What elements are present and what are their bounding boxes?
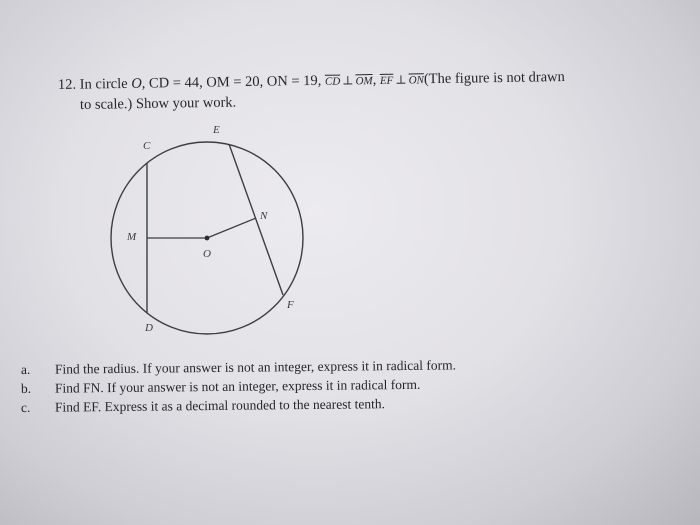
- segment-on: $\overline{ON}$: [408, 74, 425, 87]
- label-o: O: [203, 248, 211, 260]
- question-text: Find the radius. If your answer is not an integer, express it in radical form.: [54, 357, 457, 377]
- perpendicular-symbol-2: ⊥: [395, 72, 407, 87]
- problem-givens: , CD = 44, OM = 20, ON = 19,: [141, 72, 326, 92]
- question-letter: a.: [20, 361, 31, 377]
- label-d: D: [145, 322, 153, 334]
- label-n: N: [260, 210, 268, 222]
- question-letter: b.: [20, 380, 32, 396]
- figure-note-part2: to scale.) Show your work.: [79, 94, 237, 113]
- separator-comma: ,: [372, 72, 377, 89]
- label-m: M: [127, 231, 137, 243]
- segment-on-line: [207, 218, 256, 238]
- center-point: [205, 236, 210, 241]
- problem-number: 12.: [57, 76, 77, 93]
- problem-intro: In circle: [79, 75, 128, 93]
- figure-note-part1: (The figure is not drawn: [423, 69, 565, 88]
- chord-ef: [229, 144, 283, 295]
- circle-name: O: [131, 75, 142, 92]
- segment-cd: $\overline{CD}$: [324, 75, 341, 88]
- segment-ef: $\overline{EF}$: [379, 74, 394, 87]
- question-text: Find EF. Express it as a decimal rounded to the nearest tenth.: [54, 396, 386, 415]
- question-text: Find FN. If your answer is not an integer, express it in radical form.: [54, 376, 421, 396]
- segment-om: $\overline{OM}$: [355, 75, 373, 88]
- label-f: F: [287, 299, 294, 311]
- label-c: C: [143, 140, 151, 152]
- label-e: E: [213, 124, 220, 136]
- question-letter: c.: [20, 399, 31, 415]
- perpendicular-symbol: ⊥: [342, 73, 354, 88]
